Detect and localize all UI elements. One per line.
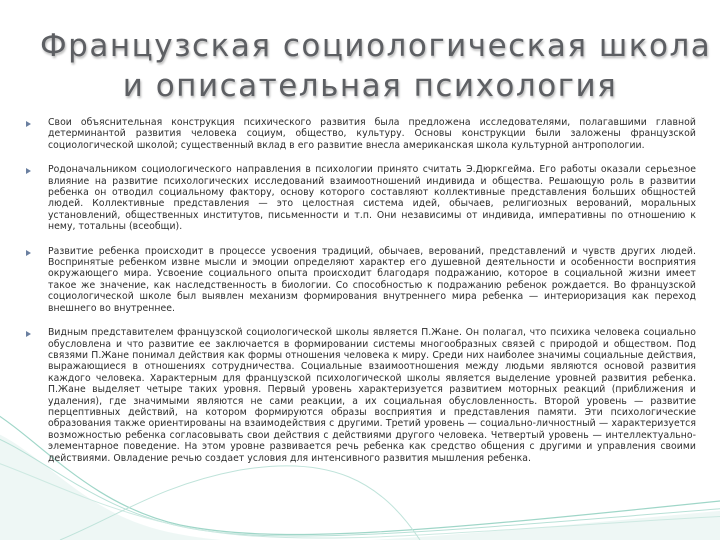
list-item	[22, 164, 696, 232]
paragraph-text: Развитие ребенка происходит в процессе усвоения традиций, обычаев, верований, представлений и чувств других людей. Воспринятые ребенком извне мысли и эмоции определяют характер его душевной деятельности и особенности восприятия окружающего мира. Усвоение социального опыта происходит благодаря подражанию, которое в социальной жизни имеет такое же значение, как наследственность в биологии. Со способностью к подражанию ребенок рождается. Во французской социологической школе был выявлен механизм формирования внутреннего мира ребенка — интериоризация как переход внешнего во внутреннее.	[48, 245, 696, 314]
paragraph-text: Видным представителем французской социологической школы является П.Жане. Он полагал, что психика человека социально обусловлена и что развитие ее заключается в формировании системы многообразных связей с природой и обществом. Под связями П.Жане понимал действия как формы отношения человека к миру. Среди них наиболее значимы социальные действия, выражающиеся в отношениях сотрудничества. Социальные взаимоотношения между людьми являются основой развития каждого человека. Характерным для французской психологической школы является выделение уровней развития ребенка. П.Жане выделяет четыре таких уровня. Первый уровень характеризуется развитием моторных реакций (приближения и удаления), где значимыми являются не сами реакции, а их социальная обусловленность. Второй уровень — развитие перцептивных действий, на котором формируются образы восприятия и представления памяти. Эти психологические образования также ориентированы на взаимодействия с другими. Третий уровень — социально-личностный — характеризуется возможностью ребенка согласовывать свои действия с действиями другого человека. Четвертый уровень — интеллектуально-элементарное поведение. На этом уровне развивается речь ребенка как средство общения с другими и управления своими действиями. Овладение речью создает условия для интенсивного развития мышления ребенка.	[48, 327, 696, 464]
list-item	[22, 246, 696, 314]
list-item	[22, 117, 696, 151]
triangle-bullet-icon	[26, 331, 31, 337]
paragraph-text: Свои объяснительная конструкция психического развития была предложена исследователями, полагавшими главной детерминантой развития человека социум, общество, культуру. Основы конструкции были заложены французской социологической школой; существенный вклад в его развитие внесла американская школа культурной антропологии.	[48, 117, 696, 151]
title-line-2: и описательная психология	[122, 68, 618, 104]
title-line-1: Французская социологическая школа	[40, 28, 712, 64]
triangle-bullet-icon	[26, 168, 31, 174]
body-content	[22, 117, 696, 517]
triangle-bullet-icon	[26, 250, 31, 256]
triangle-bullet-icon	[26, 121, 31, 127]
list-item	[22, 327, 696, 464]
page-title	[40, 26, 712, 106]
paragraph-text: Родоначальником социологического направления в психологии принято считать Э.Дюркгейма. Его работы оказали серьезное влияние на развитие психологических исследований взаимоотношений индивида и общества. Решающую роль в развитии ребенка он отводил социальному фактору, основу которого составляют коллективные представления больших общностей людей. Коллективные представления — это целостная система идей, обычаев, религиозных верований, моральных установлений, общественных институтов, письменности и т.п. Они независимы от индивида, императивны по отношению к нему, тотальны (всеобщи).	[48, 164, 696, 233]
